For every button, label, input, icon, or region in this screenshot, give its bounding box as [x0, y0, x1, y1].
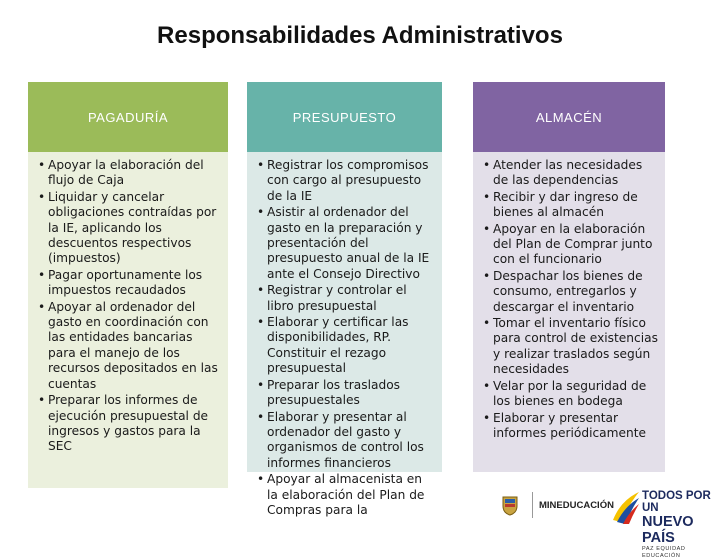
- list-item: • Recibir y dar ingreso de bienes al almacén: [479, 190, 659, 221]
- list-item: • Preparar los informes de ejecución presupuestal de ingresos y gastos para la SEC: [34, 393, 222, 455]
- list-item: • Pagar oportunamente los impuestos recaudados: [34, 268, 222, 299]
- column-header-presupuesto: PRESUPUESTO: [247, 82, 442, 152]
- list-item: • Velar por la seguridad de los bienes en bodega: [479, 379, 659, 410]
- list-item: • Despachar los bienes de consumo, entregarlos y descargar el inventario: [479, 269, 659, 315]
- list-item: • Apoyar al almacenista en la elaboración del Plan de Compras para la: [253, 472, 436, 518]
- list-item: • Elaborar y certificar las disponibilidades, RP. Constituir el rezago presupuestal: [253, 315, 436, 377]
- list-item: • Registrar los compromisos con cargo al presupuesto de la IE: [253, 158, 436, 204]
- coat-of-arms-icon: [500, 494, 520, 516]
- colombia-flag-icon: [611, 490, 641, 524]
- column-almacen: [473, 82, 665, 472]
- list-item: • Apoyar al ordenador del gasto en coordinación con las entidades bancarias para el manejo de los recursos depositados en las cuentas: [34, 300, 222, 392]
- column-body-almacen: [473, 152, 665, 472]
- list-item: • Atender las necesidades de las dependencias: [479, 158, 659, 189]
- list-item: • Asistir al ordenador del gasto en la preparación y presentación del presupuesto anual de la IE ante el Consejo Directivo: [253, 205, 436, 282]
- column-header-pagaduria: PAGADURÍA: [28, 82, 228, 152]
- footer-logos: [486, 486, 720, 559]
- list-item: • Elaborar y presentar al ordenador del gasto y organismos de control los informes financieros: [253, 410, 436, 472]
- list-item: • Tomar el inventario físico para control de existencias y realizar traslados según necesidades: [479, 316, 659, 378]
- column-pagaduria: [28, 82, 228, 488]
- list-item: • Apoyar en la elaboración del Plan de Comprar junto con el funcionario: [479, 222, 659, 268]
- list-item: • Registrar y controlar el libro presupuestal: [253, 283, 436, 314]
- page-title: Responsabilidades Administrativos: [157, 22, 563, 49]
- list-item: • Apoyar la elaboración del flujo de Caja: [34, 158, 222, 189]
- mineducacion-logo: MINEDUCACIÓN: [532, 492, 614, 518]
- todos-por-un-nuevo-pais-logo: TODOS POR UN NUEVO PAÍS PAZ EQUIDAD EDUCACIÓN: [642, 490, 711, 559]
- column-header-almacen: ALMACÉN: [473, 82, 665, 152]
- list-item: • Elaborar y presentar informes periódicamente: [479, 411, 659, 442]
- list-item: • Preparar los traslados presupuestales: [253, 378, 436, 409]
- column-body-pagaduria: [28, 152, 228, 488]
- list-item: • Liquidar y cancelar obligaciones contraídas por la IE, aplicando los descuentos respectivos (impuestos): [34, 190, 222, 267]
- column-body-presupuesto: [247, 152, 442, 517]
- column-presupuesto: [247, 82, 442, 517]
